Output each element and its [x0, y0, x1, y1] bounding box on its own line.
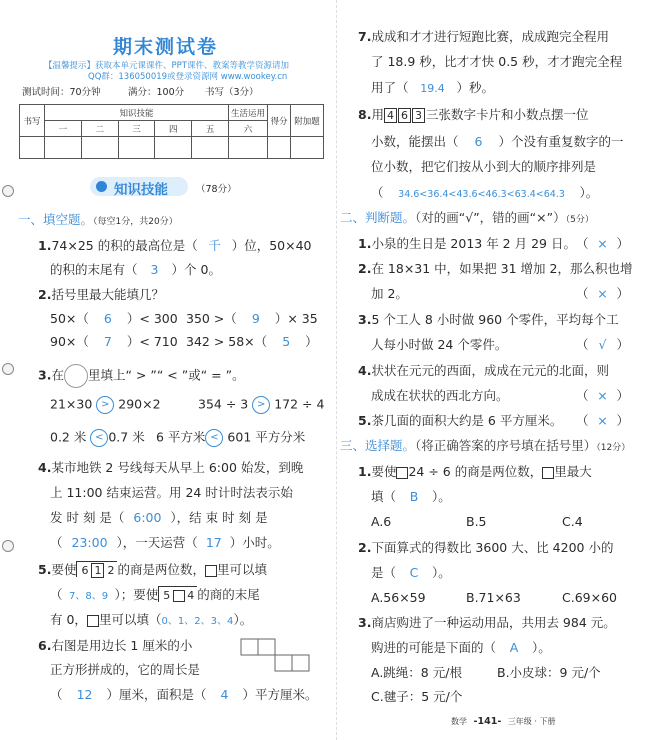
question-6-line2: 正方形拼成的，它的周长是: [50, 662, 201, 677]
score-cell[interactable]: [192, 137, 229, 159]
score-cell[interactable]: [20, 137, 45, 159]
full-score: 满分：100分: [128, 87, 185, 98]
answer: 3: [150, 262, 159, 277]
question-1: 1.74×25 的积的最高位是（ 千 ）位，50×40: [38, 238, 312, 253]
judge-5-answer: （ × ）: [576, 413, 629, 428]
judge-5: 5.茶几面的面积大约是 6 平方厘米。: [358, 413, 563, 428]
question-6-line3: （ 12 ）厘米，面积是（ 4 ）平方厘米。: [50, 687, 318, 702]
question-4-line4: （ 23:00 ），一天运营（ 17 ）小时。: [50, 535, 280, 550]
choice-1-option-c: C.4: [562, 514, 583, 529]
qq-text: QQ群：136050019或登录资源网 www.wookey.cn: [88, 72, 288, 82]
blank-circle-icon: [64, 364, 88, 388]
choice-2-option-c: C.69×60: [562, 590, 617, 605]
blank-square-icon: [87, 615, 99, 627]
section-banner: [90, 177, 188, 196]
question-3-row1b: 354 ÷ 3 > 172 ÷ 4: [198, 396, 324, 414]
score-header-extra: 附加题: [291, 105, 324, 137]
banner-points: （78分）: [196, 184, 237, 195]
choice-3-option-a: A.跳绳：8 元/根: [371, 665, 462, 680]
notice-text: 【温馨提示】获取本单元课课件、PPT课件、教案等教学资源请加: [44, 61, 289, 71]
choice-1: 1.要使 24 ÷ 6 的商是两位数， 里最大: [358, 464, 592, 479]
question-2-row2b: 342 > 58×（ 5 ）: [186, 334, 318, 349]
score-header-knowledge: 知识技能: [45, 105, 229, 121]
question-2-row1b: 350 >（ 9 ）× 35: [186, 311, 318, 326]
answer-circle: <: [205, 429, 223, 447]
judge-2-line2: 加 2。: [371, 286, 408, 301]
judge-3-line2: 人每小时做 24 个零件。: [371, 337, 508, 352]
test-time: 测试时间：70分钟: [22, 87, 101, 98]
question-7-line2: 了 18.9 秒，比才才快 0.5 秒，才才跑完全程: [371, 54, 623, 69]
answer-circle: <: [90, 429, 108, 447]
judge-1: 1.小泉的生日是 2013 年 2 月 29 日。: [358, 236, 576, 251]
answer-circle: >: [96, 396, 114, 414]
choice-3-option-c: C.毽子：5 元/个: [371, 689, 463, 704]
blank-square-icon: [205, 565, 217, 577]
question-1-cont: 的积的末尾有（ 3 ）个 0。: [50, 262, 221, 277]
judge-3: 3.5 个工人 8 小时做 960 个零件，平均每个工: [358, 312, 619, 327]
choice-3-line2: 购进的可能是下面的（ A ）。: [371, 640, 551, 655]
score-header-life: 生活运用: [229, 105, 268, 121]
section-choice-title: 三、选择题。（将正确答案的序号填在括号里）（12分）: [340, 438, 631, 453]
judge-4-answer: （ × ）: [576, 388, 629, 403]
question-3: 3.在 里填上“ > ”“ < ”或“ = ”。: [38, 364, 245, 388]
score-col: 五: [192, 121, 229, 137]
question-3-row2: 0.2 米 < 0.7 米: [50, 429, 145, 447]
question-8-line4: （ 34.6<36.4<43.6<46.3<63.4<64.3 ）。: [371, 185, 599, 200]
blank-square-icon: [396, 467, 408, 479]
score-cell[interactable]: [155, 137, 192, 159]
page-number: -141-: [473, 716, 502, 727]
question-7: 7.成成和才才进行短跑比赛，成成跑完全程用: [358, 29, 609, 44]
score-col: 四: [155, 121, 192, 137]
score-col: 一: [45, 121, 82, 137]
score-cell[interactable]: [45, 137, 82, 159]
question-2: 2.括号里最大能填几？: [38, 287, 164, 302]
score-cell[interactable]: [268, 137, 291, 159]
page-footer: 数学 -141- 三年级 · 下册: [451, 716, 556, 727]
judge-4: 4.状状在元元的西面，成成在元元的北面，则: [358, 363, 609, 378]
question-8-line2: 小数，能摆出（ 6 ）个没有重复数字的一: [371, 134, 624, 149]
binding-hole: [2, 363, 14, 375]
question-5: 5.要使 6 1 2 的商是两位数， 里可以填: [38, 562, 267, 577]
section-fill-title: [18, 212, 178, 230]
score-header-total: 得分: [268, 105, 291, 137]
score-col: 六: [229, 121, 268, 137]
section-fill-label: 一、填空题。: [18, 212, 94, 227]
question-8: 8.用 4 6 3 三张数字卡片和小数点摆一位: [358, 107, 589, 122]
choice-3: 3.商店购进了一种运动用品，共用去 984 元。: [358, 615, 616, 630]
judge-3-answer: （ √ ）: [576, 337, 629, 352]
choice-2-line2: 是（ C ）。: [371, 565, 451, 580]
score-col: 三: [118, 121, 155, 137]
choice-2-option-b: B.71×63: [466, 590, 521, 605]
square-figure: [240, 638, 312, 672]
judge-1-answer: （ × ）: [576, 236, 629, 251]
choice-3-option-b: B.小皮球：9 元/个: [497, 665, 601, 680]
question-3-row1: 21×30 > 290×2: [50, 396, 161, 414]
judge-2-answer: （ × ）: [576, 286, 629, 301]
score-col: 二: [81, 121, 118, 137]
section-fill-points: （每空1分，共20分）: [93, 217, 178, 227]
page-title: 期末测试卷: [113, 36, 219, 58]
question-2-row2: 90×（ 7 ）< 710: [50, 334, 178, 349]
answer-circle: >: [252, 396, 270, 414]
column-divider: [336, 0, 337, 740]
question-5-line3: 有 0， 里可以填（0、1、2、3、4）。: [50, 612, 253, 627]
banner-dot-icon: [96, 181, 107, 192]
section-judge-title: 二、判断题。（对的画“√”，错的画“×”）（5分）: [340, 210, 594, 225]
question-7-line3: 用了（ 19.4 ）秒。: [371, 80, 495, 95]
question-4-line3: 发 时 刻 是（ 6:00 ），结 束 时 刻 是: [50, 510, 268, 525]
question-2-row1: 50×（ 6 ）< 300: [50, 311, 178, 326]
score-header-writing: 书写: [20, 105, 45, 137]
score-cell[interactable]: [229, 137, 268, 159]
question-5-line2: （ 7、8、9 ）；要使 5 4 的商的末尾: [50, 587, 260, 602]
blank-square-icon: [542, 467, 554, 479]
binding-hole: [2, 540, 14, 552]
question-4-line2: 上 11:00 结束运营。用 24 时计时法表示始: [50, 485, 293, 500]
binding-hole: [2, 185, 14, 197]
judge-4-line2: 成成在状状的西北方向。: [371, 388, 509, 403]
banner-label: 知识技能: [114, 182, 168, 198]
question-6: 6.右图是用边长 1 厘米的小: [38, 638, 193, 653]
score-cell[interactable]: [118, 137, 155, 159]
score-cell[interactable]: [81, 137, 118, 159]
score-cell[interactable]: [291, 137, 324, 159]
question-4: 4.某市地铁 2 号线每天从早上 6:00 始发，到晚: [38, 460, 304, 475]
writing-score: 书写（3分）: [205, 87, 259, 98]
choice-2: 2.下面算式的得数比 3600 大、比 4200 小的: [358, 540, 614, 555]
blank-square-icon: [173, 590, 185, 602]
choice-1-option-b: B.5: [466, 514, 487, 529]
question-8-line3: 位小数，把它们按从小到大的顺序排列是: [371, 159, 597, 174]
score-table: [19, 104, 324, 159]
answer: 千: [208, 238, 221, 253]
choice-1-line2: 填（ B ）。: [371, 489, 451, 504]
choice-1-option-a: A.6: [371, 514, 392, 529]
question-3-row2b: 6 平方米 < 601 平方分米: [156, 429, 305, 447]
judge-2: 2.在 18×31 中，如果把 31 增加 2，那么积也增: [358, 261, 633, 276]
choice-2-option-a: A.56×59: [371, 590, 426, 605]
